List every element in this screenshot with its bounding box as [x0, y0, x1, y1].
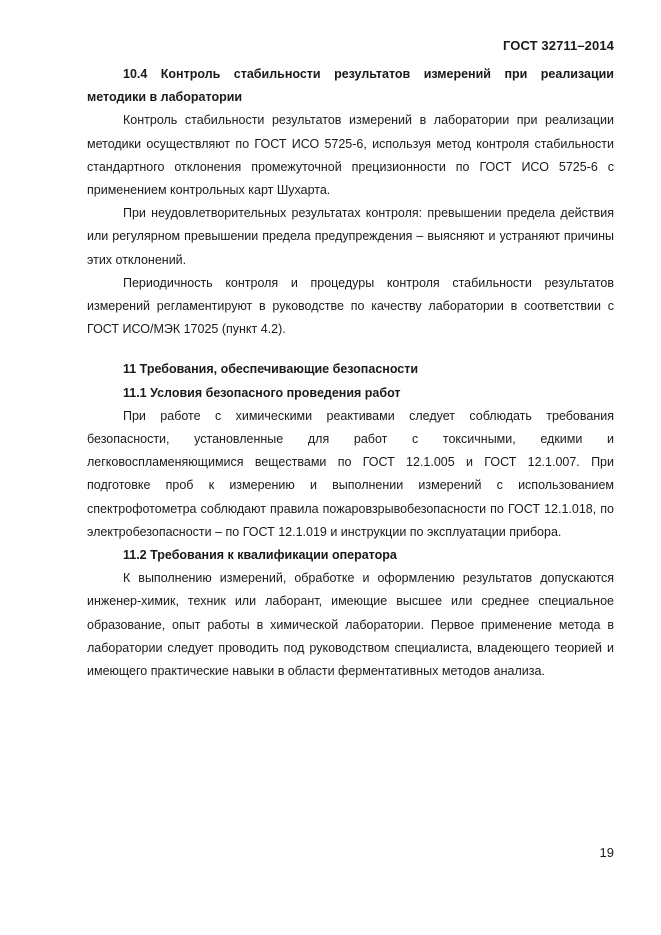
section-10-4-paragraph-1: Контроль стабильности результатов измерений в лаборатории при реализации методики осуществляют по ГОСТ ИСО 5725-6, используя метод контроля стабильности стандартного отклонения промежуточной прецизионности по ГОСТ ИСО 5725-6 с применением контрольных карт Шухарта. [87, 113, 614, 198]
section-11-1-heading: 11.1 Условия безопасного проведения работ [123, 385, 401, 400]
document-body [87, 63, 614, 683]
document-code: ГОСТ 32711–2014 [502, 38, 614, 53]
section-10-4-paragraph-3: Периодичность контроля и процедуры контроля стабильности результатов измерений регламентируют в руководстве по качеству лаборатории в соответствии с ГОСТ ИСО/МЭК 17025 (пункт 4.2). [87, 275, 614, 337]
page-number: 19 [599, 845, 614, 860]
section-11-2-paragraph-1: К выполнению измерений, обработке и оформлению результатов допускаются инженер-химик, техник или лаборант, имеющие высшее или среднее специальное образование, опыт работы в химической лаборатории. Первое применение метода в лаборатории следует проводить под руководством специалиста, владеющего теорией и имеющего практические навыки в области ферментативных методов анализа. [87, 571, 614, 679]
section-10-4-paragraph-2: При неудовлетворительных результатах контроля: превышении предела действия или регулярном превышении предела предупреждения – выясняют и устраняют причины этих отклонений. [87, 206, 614, 267]
section-10-4-heading: 10.4 Контроль стабильности результатов измерений при реализации методики в лаборатории [87, 67, 614, 105]
section-11-2-heading: 11.2 Требования к квалификации оператора [123, 548, 397, 563]
section-11-1-paragraph-1: При работе с химическими реактивами следует соблюдать требования безопасности, установленные для работ с токсичными, едкими и легковоспламеняющимися веществами по ГОСТ 12.1.005 и ГОСТ 12.1.007. При подготовке проб к измерению и выполнении измерений с использованием спектрофотометра соблюдают правила пожаровзрывобезопасности по ГОСТ 12.1.018, по электробезопасности – по ГОСТ 12.1.019 и инструкции по эксплуатации прибора. [87, 408, 614, 539]
section-11-heading: 11 Требования, обеспечивающие безопасности [123, 362, 419, 377]
